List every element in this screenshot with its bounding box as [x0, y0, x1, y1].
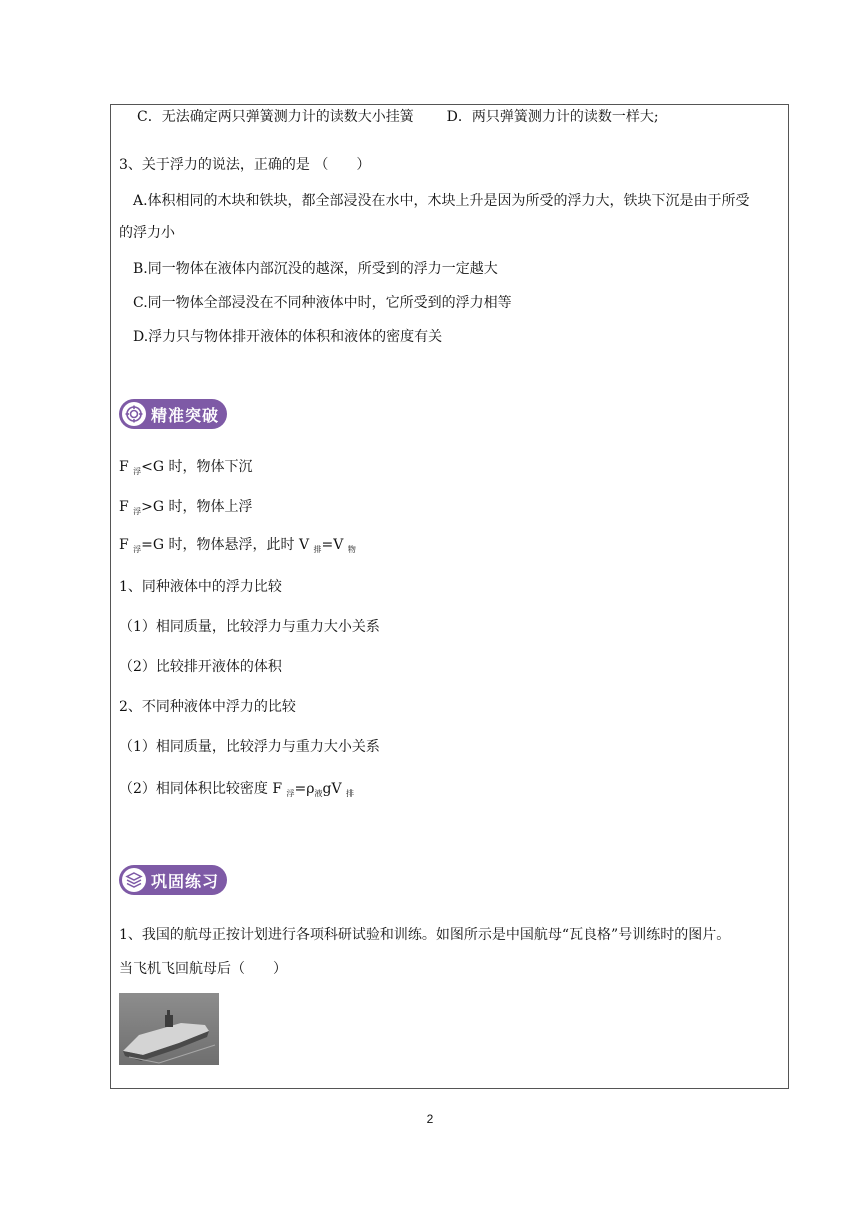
practice-q1-line1: 1、我国的航母正按计划进行各项科研试验和训练。如图所示是中国航母“瓦良格”号训练时的图片。 — [119, 927, 731, 943]
layers-icon — [122, 868, 146, 892]
compare2-point2: （2）相同体积比较密度 F $_浮=\rho_液gV$ $_排$ — [119, 781, 355, 798]
q3-option-c: C.同一物体全部浸没在不同种液体中时，它所受到的浮力相等 — [133, 295, 512, 311]
section-title-breakthrough: 精准突破 — [151, 405, 220, 425]
q3-option-b: B.同一物体在液体内部沉没的越深，所受到的浮力一定越大 — [133, 261, 498, 277]
q2-option-c — [137, 107, 659, 127]
q2-option-d-text: D．两只弹簧测力计的读数一样大; — [446, 109, 659, 125]
page-number: 2 — [426, 1112, 434, 1126]
compare2-title: 2、不同种液体中浮力的比较 — [119, 699, 296, 715]
compare2-point1: （1）相同质量，比较浮力与重力大小关系 — [119, 739, 380, 755]
section-badge-practice — [119, 865, 227, 895]
q2-option-c-text: C．无法确定两只弹簧测力计的读数大小挂簧 — [137, 109, 414, 125]
compare1-point1: （1）相同质量，比较浮力与重力大小关系 — [119, 619, 380, 635]
practice-q1-line2: 当飞机飞回航母后（ ） — [119, 961, 287, 977]
section-title-practice: 巩固练习 — [151, 871, 220, 891]
compare1-title: 1、同种液体中的浮力比较 — [119, 579, 282, 595]
q3-stem: 3、关于浮力的说法，正确的是 （ ） — [119, 157, 371, 173]
q3-option-a-cont: 的浮力小 — [119, 225, 175, 241]
q3-option-d: D.浮力只与物体排开液体的体积和液体的密度有关 — [133, 329, 443, 345]
aircraft-carrier-photo — [119, 993, 219, 1065]
rule-suspend: F $_浮$=G 时，物体悬浮，此时 V $_排$=V $_物$ — [119, 537, 356, 554]
q3-option-a: A.体积相同的木块和铁块，都全部浸没在水中，木块上升是因为所受的浮力大，铁块下沉是由于所受 — [133, 193, 750, 209]
target-icon — [122, 402, 146, 426]
rule-float-up: F $_浮$>G 时，物体上浮 — [119, 499, 253, 516]
section-badge-breakthrough — [119, 399, 227, 429]
compare1-point2: （2）比较排开液体的体积 — [119, 659, 282, 675]
rule-sink: F $_浮$<G 时，物体下沉 — [119, 459, 253, 476]
content-frame — [110, 104, 789, 1089]
